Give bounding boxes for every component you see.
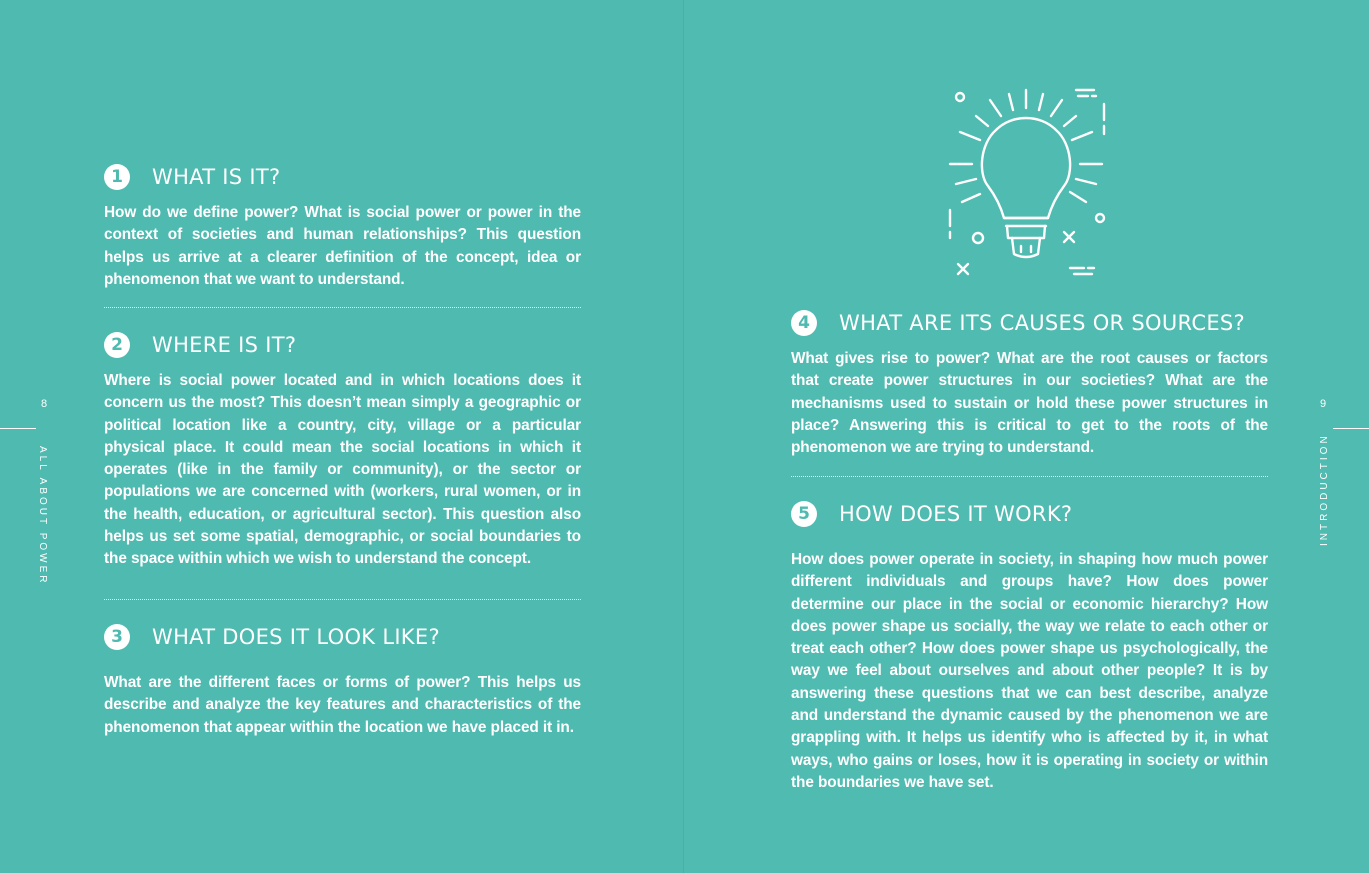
lightbulb-icon — [946, 82, 1116, 278]
section-body: Where is social power located and in which locations does it concern us the most? This doesn’t mean simply a geographic or political location like a country, city, village or a particular physical place. It could mean the social locations in which it operates (like in the family or community), or the sector or populations we are concerned with (workers, rural women, or in the health, education, or agricultural sector). This question also helps us set some spatial, demographic, or social boundaries to the space within which we wish to understand the concept. — [104, 372, 581, 568]
section-heading — [104, 163, 581, 191]
section-heading — [104, 331, 581, 359]
section-number-badge: 3 — [104, 624, 130, 650]
section-body: What gives rise to power? What are the root causes or factors that create power structures in our societies? What are the mechanisms used to sustain or hold these power structures in place? Answering this is critical to get to the roots of the phenomenon we are trying to understand. — [791, 350, 1268, 457]
section-causes-or-sources — [791, 309, 1268, 459]
section-number-badge: 5 — [791, 501, 817, 527]
section-what-is-it — [104, 163, 581, 291]
right-page — [684, 0, 1369, 873]
running-title-left: ALL ABOUT POWER — [37, 446, 48, 586]
section-what-does-it-look-like — [104, 623, 581, 739]
section-number-badge: 1 — [104, 164, 130, 190]
right-edge-rule — [1333, 428, 1369, 429]
section-heading — [104, 623, 581, 651]
section-number-badge: 2 — [104, 332, 130, 358]
section-divider — [104, 307, 581, 308]
page-number-left: 8 — [41, 398, 48, 410]
left-edge-rule — [0, 428, 36, 429]
section-number-badge: 4 — [791, 310, 817, 336]
section-title: WHAT IS IT? — [152, 165, 281, 189]
section-heading — [791, 309, 1268, 337]
section-body: What are the different faces or forms of power? This helps us describe and analyze the key features and characteristics of the phenomenon that appear within the location we have placed it in. — [104, 674, 581, 736]
section-body: How does power operate in society, in shaping how much power different individuals and groups have? How does power determine our place in the social or economic hierarchy? How does power shape us socially, the way we relate to each other or treat each other? How does power shape us psychologically, the way we feel about ourselves and about other people? It is by answering these questions that we can best describe, analyze and understand the dynamic caused by the phenomenon we are grappling with. It helps us identify who is affected by it, in what ways, who gains or loses, how it is operating in society or within the boundaries we have set. — [791, 551, 1268, 791]
page-number-right: 9 — [1320, 398, 1327, 410]
section-how-does-it-work — [791, 500, 1268, 794]
section-divider — [791, 476, 1268, 477]
section-heading — [791, 500, 1268, 528]
section-title: HOW DOES IT WORK? — [839, 502, 1073, 526]
running-title-right: INTRODUCTION — [1319, 433, 1330, 546]
left-page — [0, 0, 684, 873]
section-title: WHAT DOES IT LOOK LIKE? — [152, 625, 440, 649]
section-where-is-it — [104, 331, 581, 571]
section-divider — [104, 599, 581, 600]
section-body: How do we define power? What is social power or power in the context of societies and human relationships? This question helps us arrive at a clearer definition of the concept, idea or phenomenon that we want to understand. — [104, 204, 581, 288]
section-title: WHAT ARE ITS CAUSES OR SOURCES? — [839, 311, 1246, 335]
section-title: WHERE IS IT? — [152, 333, 297, 357]
